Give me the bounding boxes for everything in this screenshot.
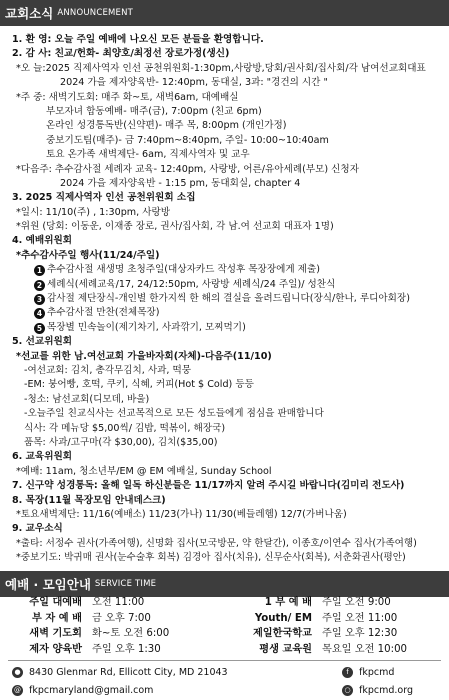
- announcement-item: *오 늘:2025 직제사역자 인선 공천위원회-1:30pm,사랑방,당회/권사회/집사회/각 남여선교회대표: [16, 62, 426, 74]
- facebook-icon: f: [342, 667, 353, 678]
- announcement-item: -EM: 붕어빵, 호떡, 쿠키, 식혜, 커피(Hot $ Cold) 등등: [24, 379, 254, 391]
- announcement-item: 6. 교육위원회: [12, 451, 72, 463]
- circled-number: 1: [34, 265, 45, 276]
- circled-number: 5: [34, 323, 45, 334]
- service-title-en: SERVICE TIME: [94, 579, 157, 589]
- service-time: 목요일 오전 10:00: [322, 643, 408, 655]
- service-row: [0, 611, 449, 627]
- footer-row-2: [0, 680, 449, 700]
- announcement-item: *출타: 서정수 권사(가족여행), 신명화 집사(모국방문, 약 한달간), 이종호/이연수 집사(가족여행): [16, 537, 417, 549]
- footer-row-1: [0, 662, 449, 682]
- footer-divider: [8, 660, 441, 661]
- announcement-item: 3. 2025 직제사역자 인선 공천위원회 소집: [12, 192, 196, 204]
- service-label: 평생 교육원: [259, 643, 312, 655]
- service-header: [0, 571, 449, 597]
- circled-number: 4: [34, 308, 45, 319]
- announcement-item: 토요 온가족 새벽제단- 6am, 직제사역자 및 교우: [46, 149, 250, 161]
- announcement-item: *예배: 11am, 청소년부/EM @ EM 예배실, Sunday School: [16, 465, 272, 477]
- service-label: 주일 대예배: [29, 597, 82, 608]
- service-time: 오전 11:00: [92, 597, 145, 608]
- service-label: 부 자 예 배: [31, 612, 82, 624]
- service-time: 주일 오후 12:30: [322, 628, 398, 639]
- announcement-item: 1. 환 영: 오늘 주일 예배에 나오신 모든 분들을 환영합니다.: [12, 34, 264, 45]
- announcement-header: [0, 0, 449, 26]
- announcement-item: -오늘주일 친교식사는 선교목적으로 모든 성도들에게 점심을 판매합니다: [24, 408, 324, 420]
- announcement-item: 7. 신구약 성경통독: 올해 일독 하신분들은 11/17까지 알려 주시길 바랍니다(김미리 전도사): [12, 480, 405, 492]
- service-time: 금 오후 7:00: [92, 612, 151, 624]
- announcement-item: 중보기도팀(매주)- 금 7:40pm~8:40pm, 주일- 10:00~10:40am: [46, 134, 329, 146]
- announcement-item: *일시: 11/10(주) , 1:30pm, 사랑방: [16, 206, 171, 218]
- email-icon: @: [14, 685, 21, 694]
- announcement-item: *선교를 위한 남.여선교회 가을바자회(자체)-다음주(11/10): [16, 350, 272, 362]
- announcement-item: 2024 가을 제자양육반 - 1:15 pm, 동대회실, chapter 4: [60, 177, 301, 189]
- announcement-item: 9. 교우소식: [12, 523, 63, 535]
- location-icon: ●: [12, 667, 23, 678]
- announcement-item: *주 중: 새벽기도회: 매주 화~토, 새벽6am, 대예배실: [16, 91, 239, 103]
- announcement-item: 1 추수감사절 새생명 초청주일(대상자카드 작성후 목장장에게 제출): [12, 263, 443, 277]
- announcement-body: [0, 26, 449, 565]
- circled-number: 3: [34, 294, 45, 305]
- announcement-item: 식사: 각 메뉴당 $5,00씩/ 김밥, 떡볶이, 해장국): [24, 422, 226, 434]
- service-row: [0, 642, 449, 658]
- announcement-item: *토요새벽제단: 11/16(예배소) 11/23(가나) 11/30(베들레헴) 12/7(가버나움): [16, 508, 347, 520]
- announcement-item: 5. 선교위원회: [12, 336, 72, 348]
- service-time: 화~토 오전 6:00: [92, 628, 170, 639]
- service-time: 주일 오전 9:00: [322, 597, 391, 608]
- announcement-item: 4. 예배위원회: [12, 235, 72, 247]
- service-label: 제자 양육반: [29, 643, 82, 655]
- announcement-item: 품목: 사과/고구마(각 $30,00), 김치($35,00): [24, 436, 218, 448]
- announcement-item: -여선교회: 김치, 총각무김치, 사과, 떡뭉: [24, 364, 192, 376]
- service-time: 주일 오후 1:30: [92, 643, 161, 655]
- service-label: 제일한국학교: [252, 628, 312, 639]
- announcement-item: *다음주: 추수감사절 세례자 교육- 12:40pm, 사랑방, 어른/유아세례(부모) 신청자: [16, 163, 359, 175]
- announcement-item: 8. 목장(11월 목장모임 안내데스크): [12, 494, 166, 506]
- service-label: 1 부 예 배: [264, 597, 312, 608]
- announcement-item: 2024 가을 제자양육반- 12:40pm, 동대실, 3과: "경건의 시간 ": [60, 77, 328, 89]
- announcement-item: *위원 (당회: 이동운, 이재종 장로, 권사/집사회, 각 남.여 선교회 대표자 1명): [16, 221, 334, 233]
- announcement-item: 2 세례식(세례교육/17, 24/12:50pm, 사랑방 세례식/24 주일)/ 성찬식: [12, 278, 443, 292]
- announcement-title: 교회소식: [5, 6, 54, 21]
- address: 8430 Glenmar Rd, Ellicott City, MD 21043: [29, 666, 228, 678]
- website-icon: ○: [342, 685, 353, 696]
- announcement-item: 부모자녀 합동예배- 매주(금), 7:00pm (친교 6pm): [46, 105, 262, 117]
- announcement-item: *추수감사주일 행사(11/24/주일): [16, 249, 160, 261]
- service-title: 예배 · 모임안내: [5, 577, 91, 592]
- facebook-link[interactable]: fkpcmd: [359, 666, 395, 678]
- service-table: [0, 595, 449, 657]
- announcement-item: -청소: 남선교회(디모데, 바울): [24, 393, 150, 405]
- announcement-item: 2. 감 사: 친교/헌화- 최양호/최정선 장로가정(생신): [12, 48, 230, 60]
- announcement-item: 3 감사절 제단장식-개인별 한가지씩 한 해의 결실을 올려드립니다(장식/한나, 루디아회장): [12, 292, 443, 306]
- service-label: Youth/ EM: [254, 612, 312, 624]
- service-row: [0, 626, 449, 642]
- email-link[interactable]: fkpcmaryland@gmail.com: [29, 684, 154, 696]
- announcement-item: 온라인 성경통독반(신약편)- 매주 목, 8:00pm (개인가정): [46, 120, 287, 132]
- announcement-title-en: ANNOUNCEMENT: [57, 8, 134, 18]
- announcement-item: *중보기도: 박귀매 권사(눈수술후 회복) 김경아 집사(치유), 신무순사(회복), 서춘화권사(평안): [16, 552, 406, 564]
- circled-number: 2: [34, 280, 45, 291]
- service-label: 새벽 기도회: [29, 628, 82, 639]
- service-row: [0, 595, 449, 611]
- website-link[interactable]: fkpcmd.org: [359, 684, 413, 696]
- announcement-item: 5 목장별 민속놀이(제기차기, 사과깎기, 모찌먹기): [12, 321, 443, 335]
- service-time: 주일 오전 11:00: [322, 612, 398, 624]
- announcement-item: 4 추수감사절 만찬(전체목장): [12, 306, 443, 320]
